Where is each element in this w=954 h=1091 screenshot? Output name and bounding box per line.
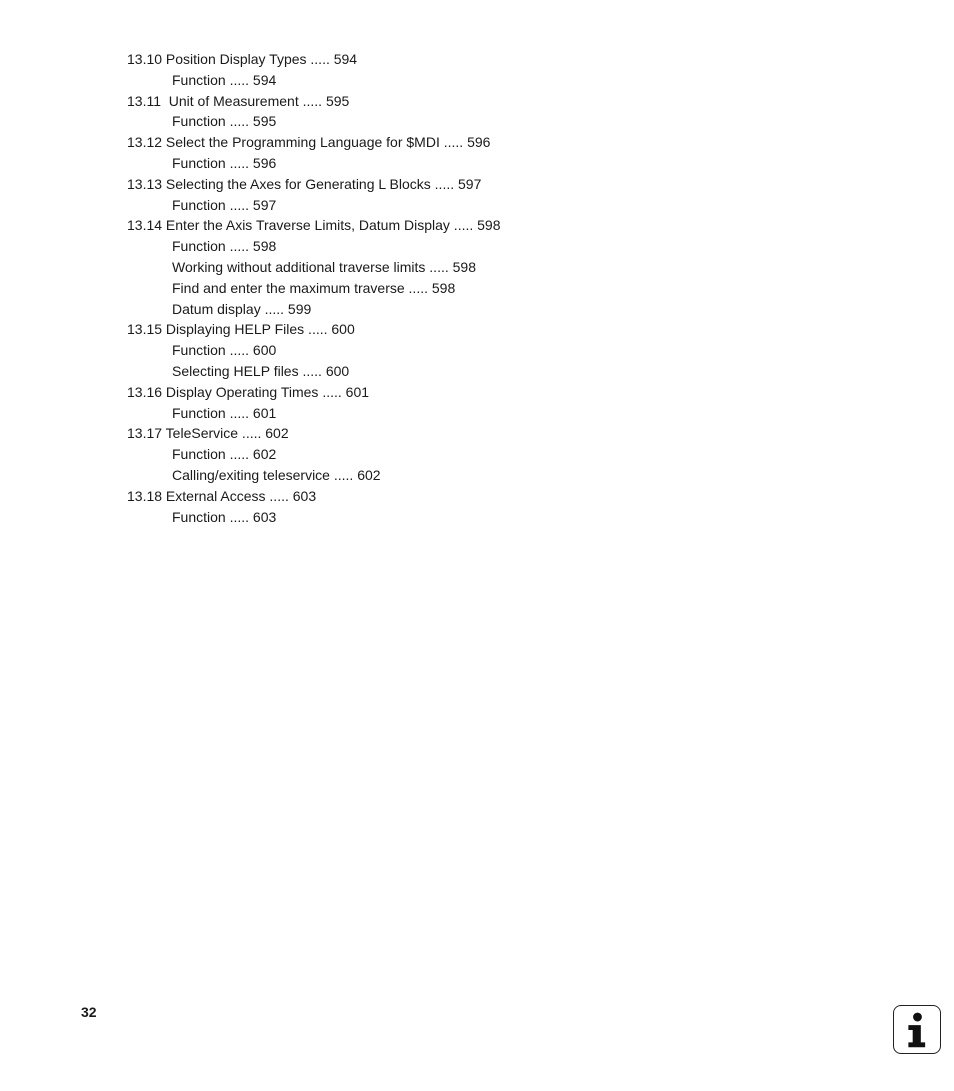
toc-subentry[interactable]: Datum display ..... 599: [172, 300, 312, 317]
info-icon: [893, 1005, 941, 1054]
toc-subentry[interactable]: Selecting HELP files ..... 600: [172, 362, 350, 379]
toc-entry[interactable]: 13.17 TeleService ..... 602: [127, 425, 289, 442]
toc-subentry[interactable]: Function ..... 594: [172, 71, 277, 88]
toc-subentry[interactable]: Find and enter the maximum traverse ..... 598: [172, 279, 456, 296]
toc-entry[interactable]: 13.18 External Access ..... 603: [127, 487, 317, 504]
toc-subentry[interactable]: Function ..... 600: [172, 342, 277, 359]
toc-entry[interactable]: 13.10 Position Display Types ..... 594: [127, 51, 358, 67]
toc-entry[interactable]: 13.13 Selecting the Axes for Generating L Blocks ..... 597: [127, 175, 482, 192]
toc-entry[interactable]: 13.14 Enter the Axis Traverse Limits, Datum Display ..... 598: [127, 217, 501, 234]
toc-subentry[interactable]: Function ..... 602: [172, 446, 277, 463]
toc-entry[interactable]: 13.15 Displaying HELP Files ..... 600: [127, 321, 355, 338]
toc-entry[interactable]: 13.16 Display Operating Times ..... 601: [127, 383, 370, 400]
toc-subentry[interactable]: Function ..... 596: [172, 154, 277, 171]
toc-subentry[interactable]: Function ..... 598: [172, 238, 277, 255]
toc-subentry[interactable]: Function ..... 601: [172, 404, 277, 421]
toc-subentry[interactable]: Function ..... 597: [172, 196, 277, 213]
table-of-contents: [127, 49, 501, 527]
toc-subentry[interactable]: Calling/exiting teleservice ..... 602: [172, 466, 381, 483]
toc-subentry[interactable]: Function ..... 595: [172, 113, 277, 130]
page-number: 32: [81, 1004, 97, 1020]
toc-subentry[interactable]: Working without additional traverse limits ..... 598: [172, 258, 476, 275]
toc-subentry[interactable]: Function ..... 603: [172, 508, 277, 525]
toc-entry[interactable]: 13.12 Select the Programming Language for $MDI ..... 596: [127, 134, 491, 151]
toc-entry[interactable]: 13.11 Unit of Measurement ..... 595: [127, 92, 350, 109]
